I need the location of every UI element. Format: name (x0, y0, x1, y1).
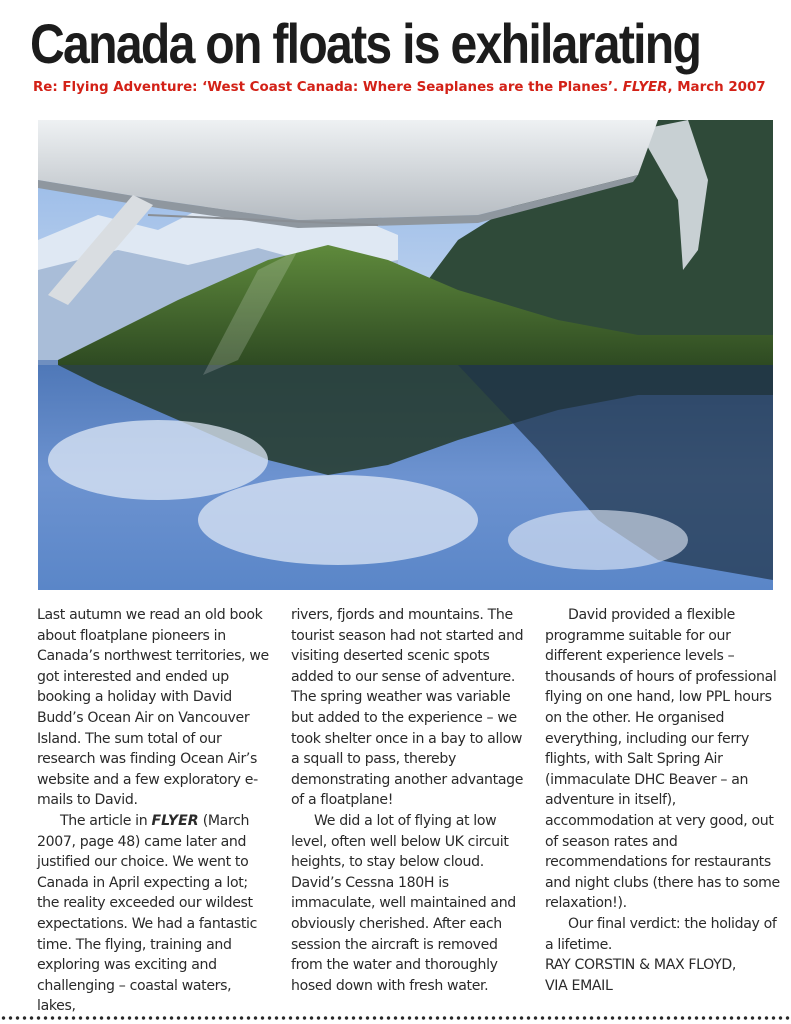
article-body (37, 605, 780, 1015)
subhead (33, 78, 778, 98)
signature-line: VIA EMAIL (545, 977, 613, 994)
magazine-name: FLYER (151, 812, 199, 829)
paragraph (37, 811, 272, 1017)
dotted-divider (0, 1015, 791, 1021)
article-column-1 (37, 605, 272, 1017)
photo-illustration (38, 120, 773, 590)
subhead-suffix: , March 2007 (667, 80, 766, 95)
article-column-2 (291, 605, 526, 996)
paragraph: David provided a flexible programme suitable for our different experience levels – thousands of hours of professional flying on one hand, low PPL hours on the other. He organised everything, including our ferry flights, with Salt Spring Air (immaculate DHC Beaver – an adventure in itself), accommodation at very good, out of season rates and recommendations for restaurants and night clubs (there has to some relaxation!). (545, 607, 780, 912)
headline: Canada on floats is exhilarating (30, 12, 701, 75)
paragraph: Our final verdict: the holiday of a lifetime. (545, 915, 777, 953)
paragraph: rivers, fjords and mountains. The tourist season had not started and visiting deserted scenic spots added to our sense of adventure. The spring weather was variable but added to the experience – we took shelter once in a bay to allow a squall to pass, thereby demonstrating another advantage of a floatplane! (291, 607, 524, 809)
seaplane-wing-over-fjord-photo (38, 120, 773, 590)
article-column-3 (545, 605, 780, 996)
paragraph-text: The article in (60, 812, 152, 829)
paragraph-text: (March 2007, page 48) came later and justified our choice. We went to Canada in April expecting a lot; the reality exceeded our wildest expectations. We had a fantastic time. The flying, training and exploring was exciting and challenging – coastal waters, lakes, (37, 812, 257, 1015)
paragraph: We did a lot of flying at low level, often well below UK circuit heights, to stay below cloud. David’s Cessna 180H is immaculate, well maintained and obviously cherished. After each session the aircraft is removed from the water and thoroughly hosed down with fresh water. (291, 812, 516, 994)
subhead-magazine: FLYER (622, 80, 668, 95)
signature-line: RAY CORSTIN & MAX FLOYD, (545, 957, 737, 974)
paragraph: Last autumn we read an old book about floatplane pioneers in Canada’s northwest territories, we got interested and ended up booking a holiday with David Budd’s Ocean Air on Vancouver Island. The sum total of our research was finding Ocean Air’s website and a few exploratory e-mails to David. (37, 607, 269, 809)
subhead-prefix: Re: Flying Adventure: ‘West Coast Canada: Where Seaplanes are the Planes’. (33, 80, 619, 95)
